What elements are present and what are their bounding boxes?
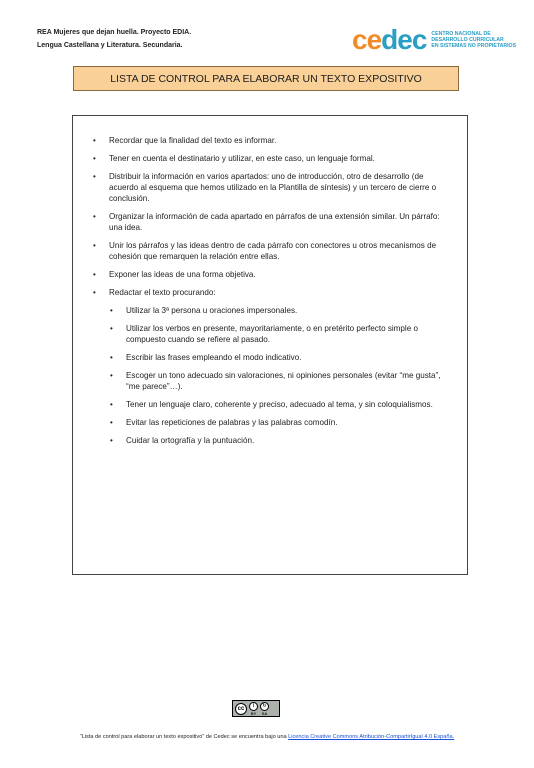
- checklist-item-text: Organizar la información de cada apartado en párrafos de una extensión similar. Un párrafo: una idea.: [109, 212, 440, 232]
- page-title-box: [73, 66, 459, 91]
- cc-icon: cc: [235, 703, 247, 715]
- bullet-icon: •: [93, 212, 96, 221]
- checklist-item: [73, 153, 467, 164]
- by-icon: i: [249, 702, 258, 711]
- sub-checklist-item-text: Cuidar la ortografía y la puntuación.: [126, 436, 255, 445]
- sub-checklist-item: [109, 399, 443, 410]
- license-link[interactable]: Licencia Creative Commons Atribución-CompartirIgual 4.0 España.: [288, 734, 455, 740]
- header-subject-line: Lengua Castellana y Literatura. Secundaria.: [37, 42, 183, 49]
- cedec-logo: [352, 26, 523, 54]
- cedec-logo-word: [352, 26, 426, 54]
- by-icon-label: BY: [250, 710, 257, 716]
- checklist: [73, 135, 467, 453]
- bullet-icon: •: [93, 154, 96, 163]
- bullet-icon: •: [93, 270, 96, 279]
- license-footer-text: “Lista de control para elaborar un texto expositivo” de Cedec se encuentra bajo una: [79, 734, 289, 740]
- checklist-item-text: Recordar que la finalidad del texto es informar.: [109, 136, 277, 145]
- cedec-logo-word-orange: ce: [352, 24, 382, 55]
- document-header: [37, 26, 191, 52]
- checklist-item-text: Redactar el texto procurando:: [109, 288, 216, 297]
- bullet-icon: •: [93, 136, 96, 145]
- checklist-item-text: Exponer las ideas de una forma objetiva.: [109, 270, 256, 279]
- bullet-icon: •: [110, 371, 113, 380]
- sub-checklist: [109, 305, 443, 446]
- sub-checklist-item: [109, 305, 443, 316]
- sub-checklist-item-text: Escribir las frases empleando el modo indicativo.: [126, 353, 302, 362]
- cc-license-badge[interactable]: [232, 700, 280, 717]
- license-footer: [30, 733, 504, 741]
- header-project-line: REA Mujeres que dejan huella. Proyecto EDIA.: [37, 29, 192, 36]
- page-title: LISTA DE CONTROL PARA ELABORAR UN TEXTO EXPOSITIVO: [110, 72, 422, 85]
- sub-checklist-item-text: Escoger un tono adecuado sin valoraciones, ni opiniones personales (evitar “me gusta”, “me parece”…).: [126, 371, 441, 391]
- sub-checklist-item: [109, 417, 443, 428]
- checklist-item: [73, 135, 467, 146]
- bullet-icon: •: [93, 172, 96, 181]
- by-icon-group: [249, 702, 258, 716]
- bullet-icon: •: [110, 400, 113, 409]
- sub-checklist-item-text: Tener un lenguaje claro, coherente y preciso, adecuado al tema, y sin coloquialismos.: [126, 400, 433, 409]
- checklist-item: [73, 287, 467, 446]
- checklist-item-text: Unir los párrafos y las ideas dentro de cada párrafo con conectores u otros mecanismos de cohesión que remarquen la relación entre ellas.: [109, 241, 437, 261]
- sub-checklist-item-text: Evitar las repeticiones de palabras y las palabras comodín.: [126, 418, 338, 427]
- sa-icon-group: [260, 702, 269, 716]
- sub-checklist-item: [109, 435, 443, 446]
- sa-icon-label: SA: [261, 710, 268, 716]
- cedec-logo-subtitle-line: EN SISTEMAS NO PROPIETARIOS: [431, 43, 517, 50]
- checklist-item: [73, 269, 467, 280]
- cedec-logo-subtitle-line: DESARROLLO CURRICULAR: [431, 36, 504, 43]
- bullet-icon: •: [110, 324, 113, 333]
- checklist-item-text: Distribuir la información en varios apartados: uno de introducción, otro de desarrollo (de acuerdo al esquema que hemos utilizado en la Plantilla de síntesis) y un tercero de cierre o conclusión.: [109, 172, 437, 203]
- sub-checklist-item: [109, 370, 443, 392]
- bullet-icon: •: [93, 241, 96, 250]
- bullet-icon: •: [110, 418, 113, 427]
- cedec-logo-word-blue: dec: [381, 24, 427, 55]
- bullet-icon: •: [110, 353, 113, 362]
- checklist-item-text: Tener en cuenta el destinatario y utilizar, en este caso, un lenguaje formal.: [109, 154, 375, 163]
- checklist-item: [73, 171, 467, 204]
- bullet-icon: •: [110, 436, 113, 445]
- cedec-logo-subtitle-line: CENTRO NACIONAL DE: [431, 30, 491, 37]
- bullet-icon: •: [110, 306, 113, 315]
- sub-checklist-item-text: Utilizar la 3ª persona u oraciones impersonales.: [126, 306, 298, 315]
- sub-checklist-item: [109, 352, 443, 363]
- checklist-item: [73, 240, 467, 262]
- sub-checklist-item-text: Utilizar los verbos en presente, mayoritariamente, o en pretérito perfecto simple o compuesto cuando se refiere al pasado.: [126, 324, 418, 344]
- cedec-logo-subtitle: [431, 31, 523, 50]
- checklist-box: [72, 115, 468, 575]
- sa-icon: ↻: [260, 702, 269, 711]
- sub-checklist-item: [109, 323, 443, 345]
- checklist-item: [73, 211, 467, 233]
- bullet-icon: •: [93, 288, 96, 297]
